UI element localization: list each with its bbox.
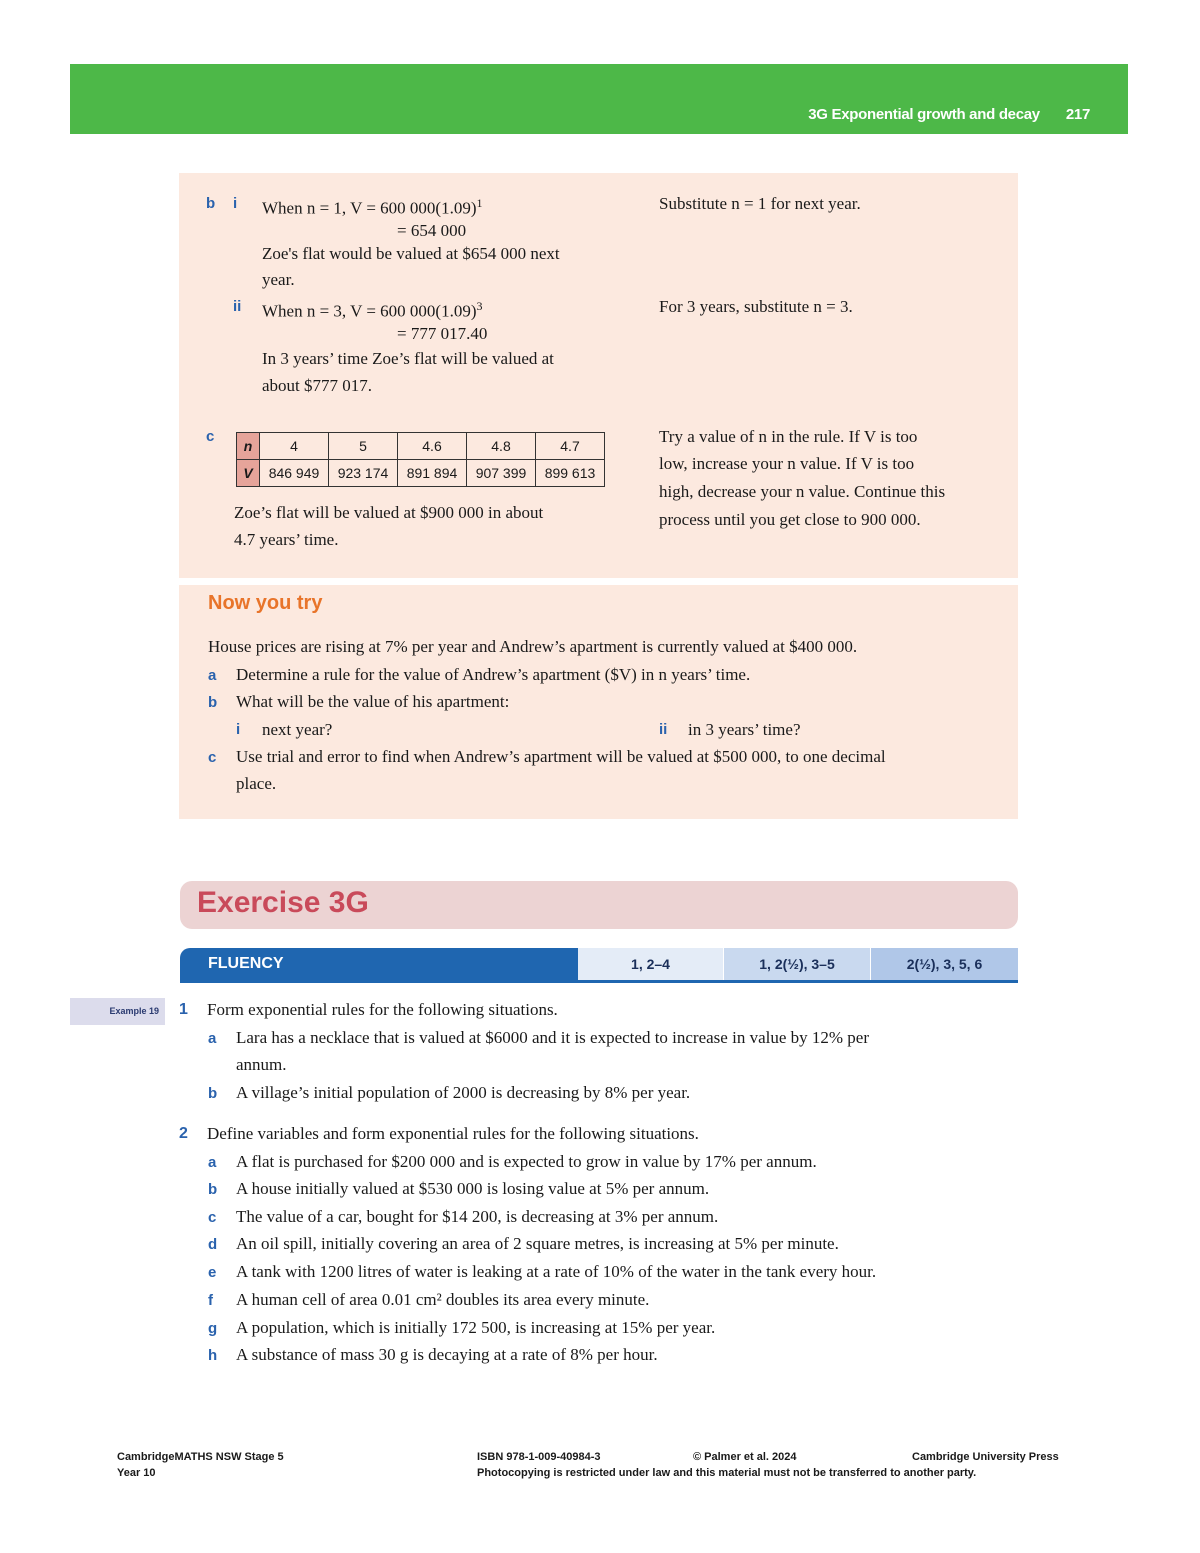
footer-publisher: Cambridge University Press <box>912 1451 1059 1463</box>
nyt-c-text-line-1: Use trial and error to find when Andrew’s apartment will be valued at $500 000, to one decimal <box>236 747 886 766</box>
table-cell: 4 <box>260 433 329 460</box>
table-cell: 5 <box>329 433 398 460</box>
nyt-c-label: c <box>208 749 217 766</box>
q1a-text-line-1: Lara has a necklace that is valued at $6000 and it is expected to increase in value by 12% per <box>236 1028 870 1047</box>
table-cell: 846 949 <box>260 460 329 487</box>
table-cell: 923 174 <box>329 460 398 487</box>
bi-equation-1: When n = 1, V = 600 $000(1.09)^1$ <box>262 196 483 218</box>
nyt-a-label: a <box>208 667 217 684</box>
q2-part-text: The value of a car, bought for $14 200, is decreasing at 3% per annum. <box>236 1207 719 1226</box>
question-1-number: 1 <box>179 1001 188 1018</box>
q2-part-text: An oil spill, initially covering an area of 2 square metres, is increasing at 5% per minute. <box>236 1234 839 1253</box>
footer-year: Year 10 <box>117 1467 156 1479</box>
q2-part-label: d <box>208 1236 218 1253</box>
q2-part-label: h <box>208 1347 218 1364</box>
bii-note: For 3 years, substitute n = 3. <box>659 297 853 316</box>
footer-copyright: © Palmer et al. 2024 <box>693 1451 797 1463</box>
table-cell: 907 399 <box>467 460 536 487</box>
part-c-label: c <box>206 428 215 445</box>
q2-part-label: c <box>208 1209 217 1226</box>
q1a-text-line-2: annum. <box>236 1055 287 1074</box>
q2-part-text: A house initially valued at $530 000 is losing value at 5% per annum. <box>236 1179 710 1198</box>
q2-part-label: g <box>208 1320 218 1337</box>
fluency-underline <box>180 980 1018 983</box>
q1b-text: A village’s initial population of 2000 is decreasing by 8% per year. <box>236 1083 691 1102</box>
pathway-standard: 1, 2(½), 3–5 <box>724 948 870 980</box>
nyt-bi-label: i <box>236 721 241 738</box>
footer-isbn: ISBN 978-1-009-40984-3 <box>477 1451 601 1463</box>
q2-part-text: A substance of mass 30 g is decaying at a rate of 8% per hour. <box>236 1345 658 1364</box>
nyt-b-label: b <box>208 694 218 711</box>
bii-equation-1: When n = 3, V = 600 $000(1.09)^3$ <box>262 299 483 321</box>
q1b-label: b <box>208 1085 218 1102</box>
q2-part-text: A human cell of area 0.01 cm² doubles its area every minute. <box>236 1290 650 1309</box>
q2-part-label: b <box>208 1181 218 1198</box>
table-cell: 899 613 <box>536 460 605 487</box>
part-bii-label: ii <box>233 298 242 315</box>
q2-part-label: f <box>208 1292 213 1309</box>
q1a-label: a <box>208 1030 217 1047</box>
table-cell: 891 894 <box>398 460 467 487</box>
c-note-line-1: Try a value of n in the rule. If V is too <box>659 427 918 446</box>
fluency-label: FLUENCY <box>208 955 284 972</box>
part-b-label: b <box>206 195 216 212</box>
question-2-stem: Define variables and form exponential rules for the following situations. <box>207 1124 699 1143</box>
nyt-bii-label: ii <box>659 721 668 738</box>
part-bi-label: i <box>233 195 238 212</box>
example-reference-tag[interactable]: Example 19 <box>70 998 165 1025</box>
bi-note: Substitute n = 1 for next year. <box>659 194 861 213</box>
c-answer-line-1: Zoe’s flat will be valued at $900 000 in about <box>234 503 544 522</box>
q2-part-label: a <box>208 1154 217 1171</box>
table-cell: 4.7 <box>536 433 605 460</box>
q2-part-label: e <box>208 1264 217 1281</box>
question-1-stem: Form exponential rules for the following situations. <box>207 1000 558 1019</box>
page-number: 217 <box>1065 106 1090 123</box>
pathway-advanced: 2(½), 3, 5, 6 <box>871 948 1018 980</box>
question-2-number: 2 <box>179 1125 188 1142</box>
c-answer-line-2: 4.7 years’ time. <box>234 530 339 549</box>
section-title: 3G Exponential growth and decay <box>808 106 1040 123</box>
q2-part-text: A flat is purchased for $200 000 and is expected to grow in value by 17% per annum. <box>236 1152 817 1171</box>
q2-part-text: A population, which is initially 172 500, is increasing at 15% per year. <box>236 1318 716 1337</box>
table-cell: V <box>237 460 260 487</box>
c-note-line-2: low, increase your n value. If V is too <box>659 454 915 473</box>
bii-equation-2: = 777 017.40 <box>397 324 488 343</box>
table-cell: 4.6 <box>398 433 467 460</box>
bi-answer-line-2: year. <box>262 270 295 289</box>
table-row-n <box>237 433 605 460</box>
fluency-pathway-bar <box>180 948 1018 982</box>
fluency-header <box>180 948 578 980</box>
nyt-c-text-line-2: place. <box>236 774 277 793</box>
header-band <box>70 64 1128 134</box>
q2-part-text: A tank with 1200 litres of water is leaking at a rate of 10% of the water in the tank every hour. <box>236 1262 877 1281</box>
bii-answer-line-2: about $777 017. <box>262 376 373 395</box>
now-you-try-intro: House prices are rising at 7% per year and Andrew’s apartment is currently valued at $400 000. <box>208 637 858 656</box>
nyt-bi-text: next year? <box>262 720 333 739</box>
footer-book-title: CambridgeMATHS NSW Stage 5 <box>117 1451 284 1463</box>
now-you-try-title: Now you try <box>208 592 323 614</box>
table-cell: n <box>237 433 260 460</box>
footer-notice: Photocopying is restricted under law and this material must not be transferred to another party. <box>477 1467 977 1479</box>
running-header <box>808 106 1090 123</box>
trial-table <box>236 432 605 487</box>
exercise-title: Exercise 3G <box>197 886 369 919</box>
c-note-line-3: high, decrease your n value. Continue this <box>659 482 946 501</box>
table-row-v <box>237 460 605 487</box>
bi-answer-line-1: Zoe's flat would be valued at $654 000 next <box>262 244 560 263</box>
bii-answer-line-1: In 3 years’ time Zoe’s flat will be valued at <box>262 349 554 368</box>
nyt-b-text: What will be the value of his apartment: <box>236 692 510 711</box>
pathway-foundation: 1, 2–4 <box>578 948 723 980</box>
nyt-bii-text: in 3 years’ time? <box>688 720 801 739</box>
bi-equation-2: = 654 000 <box>397 221 467 240</box>
c-note-line-4: process until you get close to 900 000. <box>659 510 921 529</box>
nyt-a-text: Determine a rule for the value of Andrew’s apartment ($V) in n years’ time. <box>236 665 751 684</box>
table-cell: 4.8 <box>467 433 536 460</box>
